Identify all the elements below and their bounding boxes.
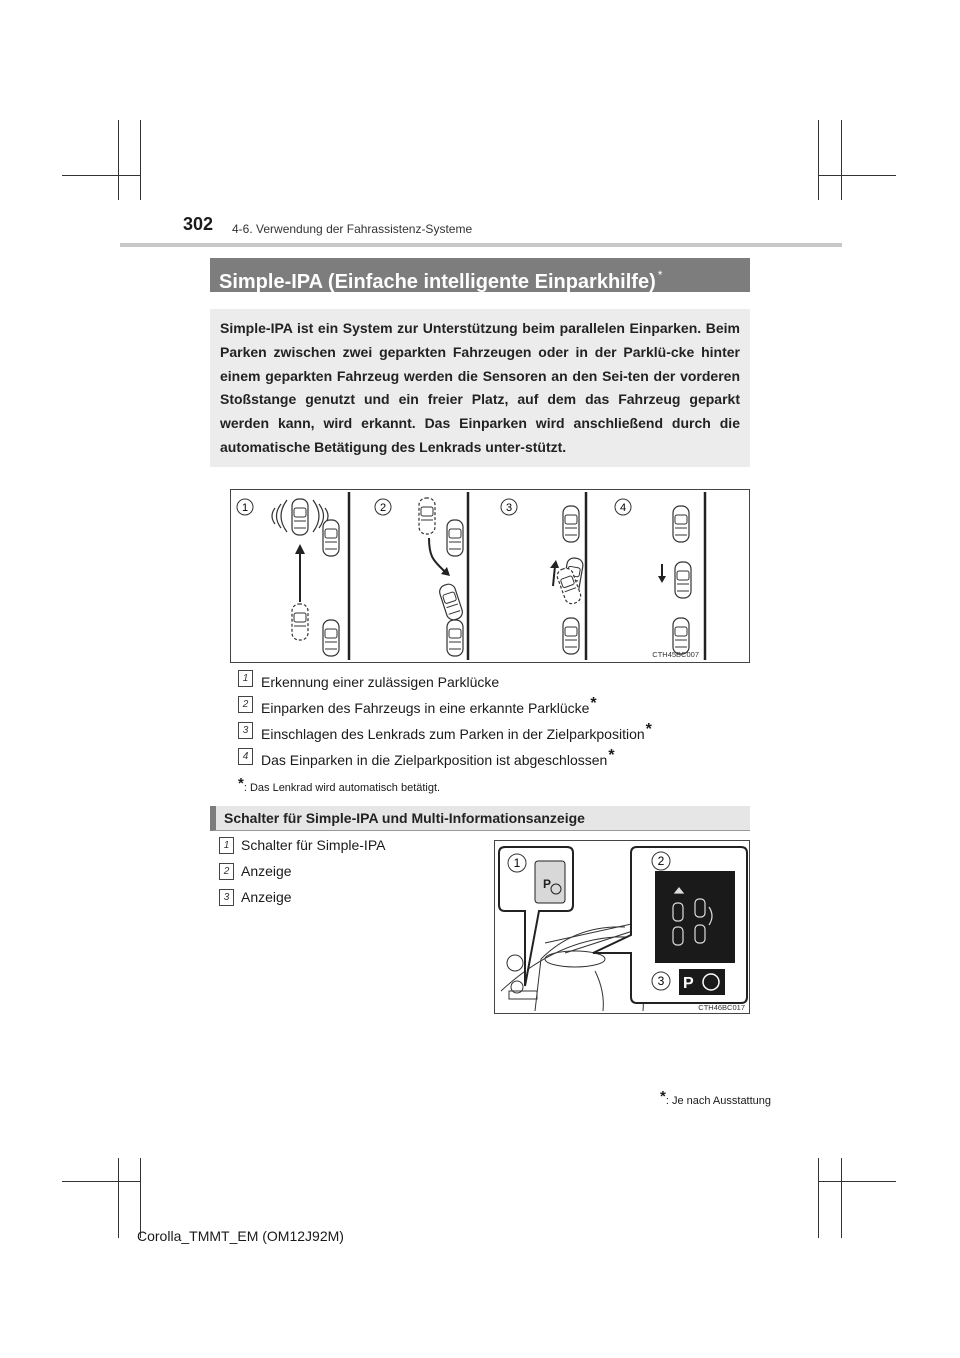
fig2-badge-3 bbox=[652, 972, 670, 990]
figure-code: CTH45BC007 bbox=[652, 650, 699, 659]
equipment-note-star: * bbox=[660, 1088, 666, 1105]
svg-text:3: 3 bbox=[657, 974, 665, 988]
step-badge-4-label: 4 bbox=[619, 502, 627, 514]
figure2-code: CTH46BC017 bbox=[698, 1003, 745, 1012]
crop-mark bbox=[818, 175, 896, 176]
item-number: 3 bbox=[219, 889, 234, 906]
list-item bbox=[219, 836, 479, 862]
equipment-mark: * bbox=[657, 268, 663, 282]
equipment-note bbox=[660, 1088, 771, 1107]
auto-steer-mark: * bbox=[645, 721, 652, 738]
footnote-star: * bbox=[238, 775, 244, 792]
fig2-badge-2 bbox=[652, 852, 670, 870]
auto-steer-mark: * bbox=[590, 695, 597, 712]
step-number: 2 bbox=[238, 696, 253, 713]
svg-text:2: 2 bbox=[657, 854, 665, 868]
footnote-text: : Das Lenkrad wird automatisch betätigt. bbox=[243, 782, 441, 794]
parking-sequence-figure bbox=[230, 489, 750, 663]
step-number: 4 bbox=[238, 748, 253, 765]
step-text: Erkennung einer zulässigen Parklücke bbox=[261, 674, 500, 690]
step-text: Einschlagen des Lenkrads zum Parken in der Zielparkposition bbox=[261, 726, 645, 742]
switch-display-figure bbox=[494, 840, 750, 1014]
crop-mark bbox=[140, 1158, 141, 1238]
panel-3-scene bbox=[550, 506, 584, 654]
panel-2-scene bbox=[419, 498, 464, 656]
item-number: 1 bbox=[219, 837, 234, 854]
auto-steer-mark: * bbox=[608, 747, 615, 764]
step-badge-3 bbox=[501, 499, 517, 515]
switch-p-glyph: P bbox=[543, 877, 552, 891]
crop-mark bbox=[140, 120, 141, 200]
list-item bbox=[238, 747, 758, 773]
step-number: 3 bbox=[238, 722, 253, 739]
list-item bbox=[219, 862, 479, 888]
page-title-text: Simple-IPA (Einfache intelligente Einparkhilfe) bbox=[219, 271, 656, 293]
step-badge-2 bbox=[375, 499, 391, 515]
panel-4-scene bbox=[658, 506, 691, 654]
crop-mark bbox=[62, 175, 140, 176]
step-text: Das Einparken in die Zielparkposition ist abgeschlossen bbox=[261, 752, 608, 768]
header-rule bbox=[120, 243, 842, 247]
crop-mark bbox=[818, 120, 819, 200]
item-text: Anzeige bbox=[241, 863, 292, 879]
intro-text: Simple-IPA ist ein System zur Unterstützung beim parallelen Einparken. Beim Parken zwischen zwei geparkten Fahrzeugen oder in der Parklü-cke hinter einem geparkten Fahrzeug werden die Sensoren an den Sei-ten der vorderen Stoßstange genutzt und ein freier Platz, auf dem das Fahrzeug geparkt werden kann, wird erkannt. Das Einparken wird anschließend durch die automatische Betätigung des Lenkrads unter-stützt. bbox=[210, 309, 750, 467]
multi-info-display bbox=[655, 871, 735, 963]
list-item bbox=[238, 669, 758, 695]
step-text: Einparken des Fahrzeugs in eine erkannte Parklücke bbox=[261, 700, 590, 716]
step-badge-3-label: 3 bbox=[505, 502, 513, 514]
step-badge-1 bbox=[237, 499, 253, 515]
footer-doc-id: Corolla_TMMT_EM (OM12J92M) bbox=[137, 1228, 344, 1244]
indicator-p-glyph: P bbox=[683, 975, 694, 992]
footnote bbox=[238, 775, 440, 794]
svg-text:1: 1 bbox=[513, 856, 521, 870]
step-badge-4 bbox=[615, 499, 631, 515]
item-text: Schalter für Simple-IPA bbox=[241, 837, 386, 853]
item-number: 2 bbox=[219, 863, 234, 880]
section-subheading: Schalter für Simple-IPA und Multi-Informationsanzeige bbox=[210, 806, 750, 831]
list-item bbox=[238, 695, 758, 721]
steps-list bbox=[238, 669, 758, 773]
crop-mark bbox=[841, 120, 842, 200]
step-number: 1 bbox=[238, 670, 253, 687]
panel-1-scene bbox=[272, 499, 339, 656]
equipment-note-text: : Je nach Ausstattung bbox=[665, 1095, 772, 1107]
list-item bbox=[238, 721, 758, 747]
section-path: 4-6. Verwendung der Fahrassistenz-Systeme bbox=[232, 222, 473, 236]
page-number: 302 bbox=[183, 214, 214, 234]
switch-list bbox=[219, 836, 479, 914]
crop-mark bbox=[62, 1181, 140, 1182]
crop-mark bbox=[841, 1158, 842, 1238]
crop-mark bbox=[818, 1158, 819, 1238]
fig2-badge-1 bbox=[508, 854, 526, 872]
item-text: Anzeige bbox=[241, 889, 292, 905]
step-badge-2-label: 2 bbox=[379, 502, 387, 514]
crop-mark bbox=[818, 1181, 896, 1182]
step-badge-1-label: 1 bbox=[241, 502, 249, 514]
list-item bbox=[219, 888, 479, 914]
crop-mark bbox=[118, 1158, 119, 1238]
crop-mark bbox=[118, 120, 119, 200]
page-title bbox=[210, 258, 750, 292]
